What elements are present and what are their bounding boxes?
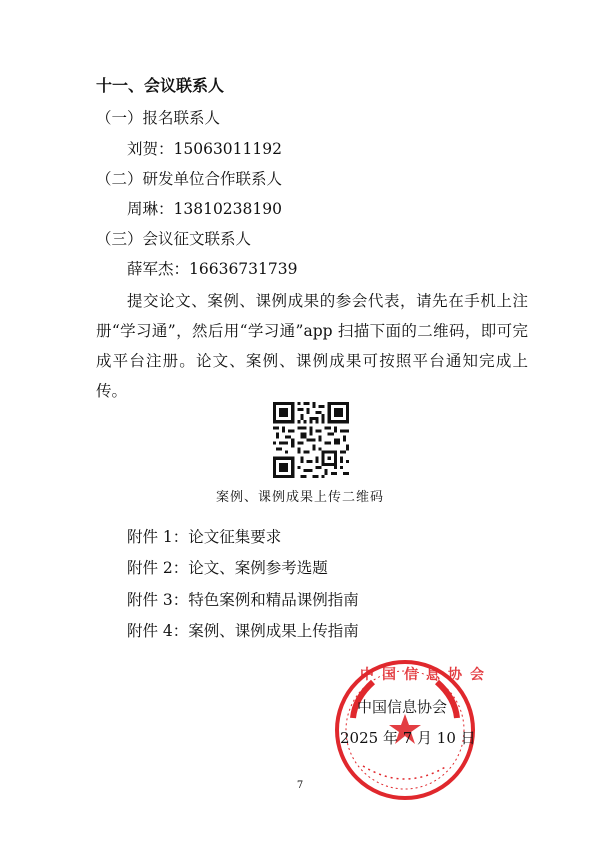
attachment-4: 附件 4：案例、课例成果上传指南 (127, 622, 359, 640)
contact-person-papers: 薛军杰：16636731739 (127, 260, 298, 278)
contact-person-cooperation: 周琳：13810238190 (127, 200, 282, 218)
instruction-paragraph: 提交论文、案例、课例成果的参会代表，请先在手机上注册“学习通”，然后用“学习通”app 扫描下面的二维码，即可完成平台注册。论文、案例、课例成果可按照平台通知完成上传。 (96, 292, 528, 400)
page-number: 7 (296, 780, 304, 791)
contact-heading-papers: （三）会议征文联系人 (96, 230, 252, 248)
contact-person-registration: 刘贺：15063011192 (127, 140, 282, 158)
qr-code (273, 402, 349, 478)
contact-heading-registration: （一）报名联系人 (96, 109, 221, 127)
attachment-1: 附件 1：论文征集要求 (127, 528, 282, 546)
signature-org: 中国信息协会 (357, 698, 448, 716)
contact-heading-cooperation: （二）研发单位合作联系人 (96, 170, 283, 188)
qr-caption: 案例、课例成果上传二维码 (215, 490, 384, 505)
attachment-2: 附件 2：论文、案例参考选题 (127, 559, 328, 577)
seal-text: 中国信息协会 (360, 667, 492, 683)
attachment-3: 附件 3：特色案例和精品课例指南 (127, 591, 359, 609)
section-title: 十一、会议联系人 (96, 76, 225, 95)
signature-date: 2025 年 7 月 10 日 (340, 729, 476, 747)
